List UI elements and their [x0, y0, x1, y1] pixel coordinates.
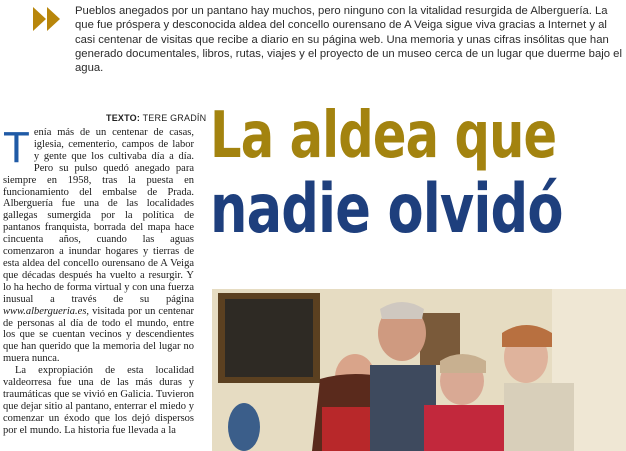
- double-arrow-icon: [33, 7, 63, 31]
- drop-cap: T: [3, 123, 30, 172]
- body-paragraph-1: Tenía más de un centenar de casas, iglesia, cementerio, campos de labor y gente que los cultivaba día a día. Pero su pulso quedó anegado para siempre en 1958, tras la puesta en funcionamiento del embalse de Prada. Alberguería fue una de las localidades gallegas sumergida por la política de pantanos franquista, borrada del mapa hace cincuenta años, cuando las aguas comenzaron a inundar hogares y tierras de esta aldea del concello ourensano de A Veiga que décadas después ha vuelto a resurgir. Y lo ha hecho de forma virtual y con una fuerza inusual a través de su página www.albergueria.es, visitada por un centenar de personas al día de todo el mundo, entre los que se cuentan vecinos y descendientes que han querido que la memoria del lugar no muera nunca.: [3, 123, 194, 365]
- headline-line-2: nadie olvidó: [210, 170, 563, 249]
- byline-label: TEXTO:: [106, 113, 141, 123]
- body-paragraph-2: La expropiación de esta localidad valdeorresa fue una de las más duras y traumáticas que se vivió en Galicia. Tuvieron que dejar sitio al pantano, enterrar el miedo y comenzar un éxodo que los dejó dispersos por el mundo. La historia fue llevada a la: [3, 365, 194, 436]
- headline-line-1: La aldea que: [210, 99, 557, 173]
- website-link[interactable]: www.albergueria.es: [3, 305, 87, 317]
- group-photo: [212, 289, 626, 451]
- article-body: [3, 123, 194, 437]
- headline: [210, 99, 626, 249]
- lead-paragraph: Pueblos anegados por un pantano hay muchos, pero ninguno con la vitalidad resurgida de Alberguería. La que fue próspera y desconocida aldea del concello ourensano de A Veiga sigue viva gracias a Internet y al casi centenar de visitas que recibe a diario en su página web. Una memoria y unas cifras insólitas que han generado documentales, libros, rutas, viajes y el proyecto de un museo cerca de un lugar que duerme bajo el agua.: [75, 5, 622, 75]
- byline: [106, 113, 206, 123]
- byline-author: TERE GRADÍN: [142, 113, 207, 123]
